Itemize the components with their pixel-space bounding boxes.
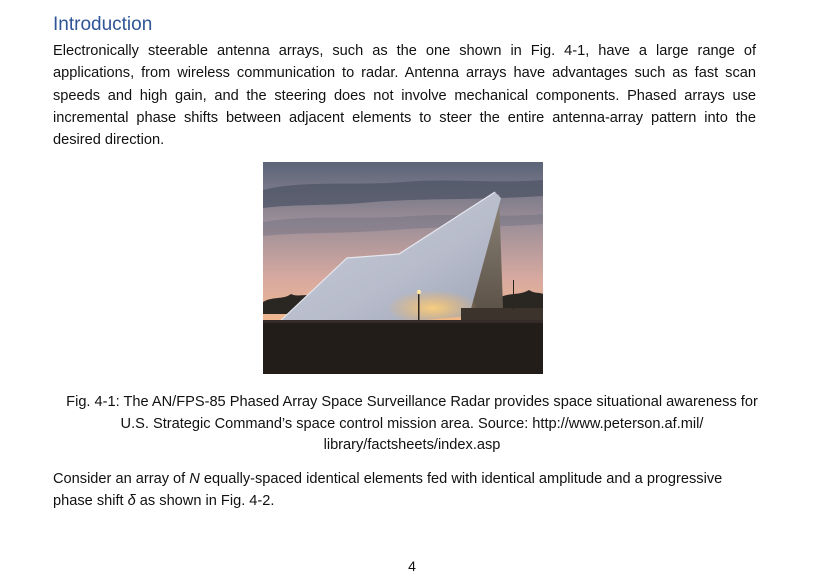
- flagpole: [513, 280, 514, 310]
- figure-caption: [40, 392, 784, 457]
- para2-text-3: as shown in Fig. 4-2.: [135, 493, 275, 510]
- intro-paragraph: Electronically steerable antenna arrays, such as the one shown in Fig. 4-1, have a large range of applications, from wireless communication to radar. Antenna arrays have advantages such as fast scan speeds and high gain, and the steering does not involve mechanical components. Phased arrays use incremental phase shifts between adjacent elements to steer the entire antenna-array pattern into the desired direction.: [53, 43, 756, 149]
- radar-photo-svg: [263, 162, 543, 374]
- lamp-post: [418, 292, 420, 322]
- variable-delta: δ: [127, 493, 136, 510]
- page-number: 4: [408, 558, 416, 574]
- caption-line-2: U.S. Strategic Command’s space control mission area. Source: http://www.peterson.af.mil/: [120, 415, 704, 432]
- array-paragraph: [53, 468, 756, 513]
- caption-line-3: library/factsheets/index.asp: [323, 437, 501, 453]
- para2-text-1: Consider an array of: [53, 471, 190, 487]
- annex-building: [461, 308, 543, 320]
- section-heading: Introduction: [53, 14, 153, 35]
- radar-photo: [263, 162, 543, 374]
- variable-N: N: [189, 471, 200, 487]
- para2-text-2: equally-spaced identical elements fed with identical amplitude and a progressive phase shift: [53, 471, 723, 510]
- caption-line-1: Fig. 4-1: The AN/FPS-85 Phased Array Space Surveillance Radar provides space situational awareness for: [66, 394, 758, 410]
- lamp-light: [417, 290, 421, 294]
- foreground-field: [263, 320, 543, 374]
